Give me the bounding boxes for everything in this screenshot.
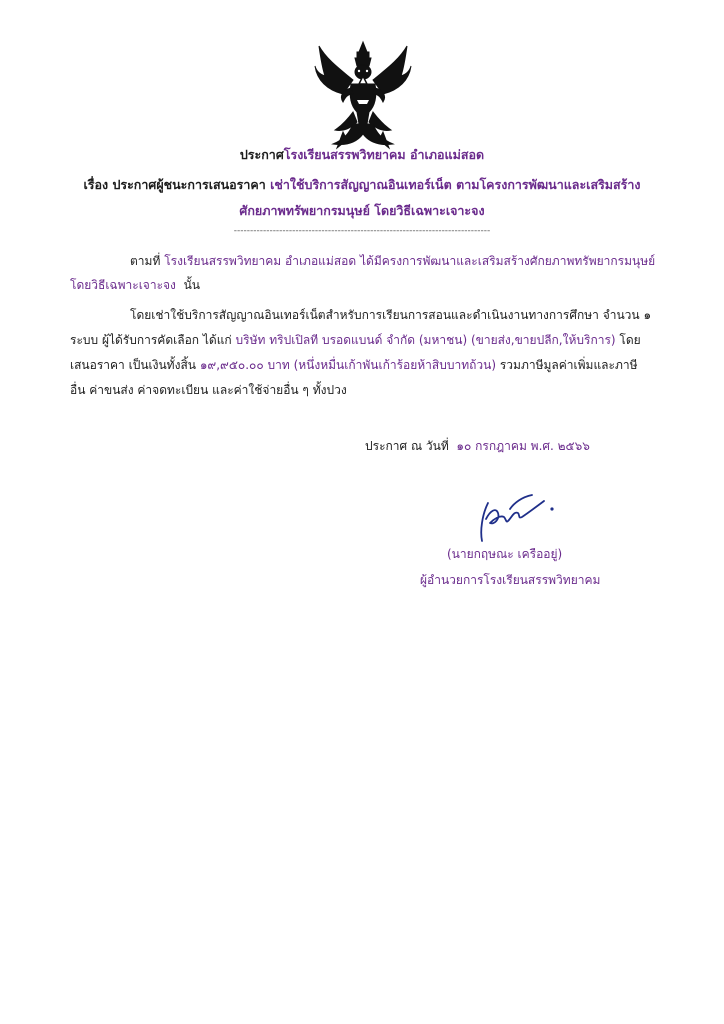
date-label: ประกาศ ณ วันที่ <box>365 439 449 453</box>
signature-image <box>470 485 560 545</box>
date-value: ๑๐ กรกฎาคม พ.ศ. ๒๕๖๖ <box>456 439 590 453</box>
paragraph-2-line-2 <box>70 331 641 350</box>
subject-label: เรื่อง ประกาศผู้ชนะการเสนอราคา <box>83 177 266 192</box>
p1-text-end: นั้น <box>183 278 200 292</box>
subject-continuation: ศักยภาพทรัพยากรมนุษย์ โดยวิธีเฉพาะเจาะจง <box>239 203 485 218</box>
title-school: โรงเรียนสรรพวิทยาคม อำเภอแม่สอด <box>283 147 485 162</box>
subject-line <box>0 175 724 195</box>
announcement-title <box>0 145 724 165</box>
p2-company-name: บริษัท ทริปเปิลที บรอดแบนด์ จำกัด (มหาชน) (ขายส่ง,ขายปลีก,ให้บริการ) <box>235 333 616 347</box>
p1-school-name: โรงเรียนสรรพวิทยาคม อำเภอแม่สอด <box>164 254 357 268</box>
signer-name: (นายกฤษณะ เครืออยู่) <box>447 547 563 561</box>
subject-main: เช่าใช้บริการสัญญาณอินเทอร์เน็ต ตามโครงการพัฒนาและเสริมสร้าง <box>270 177 641 192</box>
paragraph-2-line-1: โดยเช่าใช้บริการสัญญาณอินเทอร์เน็ตสำหรับการเรียนการสอนและดำเนินงานทางการศึกษา จำนวน ๑ <box>130 308 652 322</box>
paragraph-2-line-4: อื่น ค่าขนส่ง ค่าจดทะเบียน และค่าใช้จ่ายอื่น ๆ ทั้งปวง <box>70 383 347 397</box>
p1-text-a: ตามที่ <box>130 254 161 268</box>
p1-method: โดยวิธีเฉพาะเจาะจง <box>70 278 176 292</box>
paragraph-1-line-1 <box>130 252 655 271</box>
signer-title: ผู้อำนวยการโรงเรียนสรรพวิทยาคม <box>420 573 601 587</box>
p2-winner-label: ระบบ ผู้ได้รับการคัดเลือก ได้แก่ <box>70 333 232 347</box>
separator-line: ------------------------------------------------------------------------------- <box>233 226 491 236</box>
p1-text-c: ได้มีครงการพัฒนาและเสริมสร้างศักยภาพทรัพยากรมนุษย์ <box>359 254 656 268</box>
title-prefix: ประกาศ <box>239 147 284 162</box>
announcement-date <box>365 437 590 456</box>
p2-price-label: เสนอราคา เป็นเงินทั้งสิ้น <box>70 358 196 372</box>
p2-price-amount: ๑๙,๙๕๐.๐๐ บาท (หนึ่งหมื่นเก้าพันเก้าร้อยห้าสิบบาทถ้วน) <box>199 358 497 372</box>
paragraph-2-line-3 <box>70 356 638 375</box>
paragraph-1-line-2 <box>70 276 200 295</box>
p2-text-by: โดย <box>619 333 641 347</box>
p2-vat-text: รวมภาษีมูลค่าเพิ่มและภาษี <box>499 358 638 372</box>
garuda-emblem-icon <box>313 40 413 150</box>
